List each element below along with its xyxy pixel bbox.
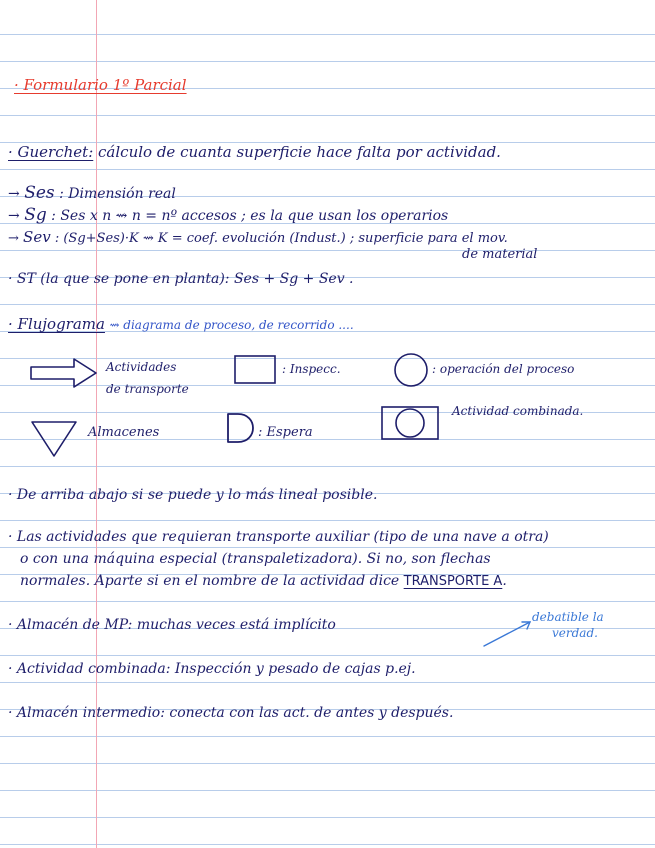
sev-symbol: Sev [23,228,51,246]
transport-label-1: Actividades [106,360,177,374]
ses-arrow: → [8,186,20,202]
guerchet-term: · Guerchet: [8,143,94,161]
inspection-square-icon [234,355,278,385]
guerchet-definition: cálculo de cuanta superficie hace falta por actividad. [98,143,501,161]
note-transport-3-text: normales. Aparte si en el nombre de la actividad dice [20,573,400,589]
transport-label-2: de transporte [106,382,189,396]
wait-label: : Espera [258,425,313,440]
sg-text: : Ses x n ⇝ n = nº accesos ; es la que usan los operarios [51,208,449,224]
combined-activity-icon [381,406,441,442]
ses-text: : Dimensión real [59,186,176,202]
ses-symbol: Ses [24,183,55,203]
note-transport-emphasis: TRANSPORTE A [403,574,503,589]
ses-line [8,184,176,203]
operation-circle-icon [393,352,429,388]
transport-arrow-icon [28,356,98,390]
inspection-label: : Inspecc. [282,362,341,376]
storage-label: Almacenes [88,425,160,440]
sev-continuation: de material [462,247,538,262]
note-almacen-mp: · Almacén de MP: muchas veces está implícito [8,617,336,633]
note-transport-1: · Las actividades que requieran transporte auxiliar (tipo de una nave a otra) [8,529,549,545]
sev-arrow: → [8,231,19,246]
combined-label: Actividad combinada. [452,404,584,418]
flujograma-line [8,315,354,334]
sev-line [8,228,508,248]
wait-d-shape-icon [224,412,258,444]
sg-symbol: Sg [24,205,47,225]
operation-label: : operación del proceso [432,362,575,376]
note-transport-2: o con una máquina especial (transpaletizadora). Si no, son flechas [20,551,491,567]
note-almacen-intermedio: · Almacén intermedio: conecta con las act. de antes y después. [8,705,454,721]
margin-note-1: debatible la [532,610,604,624]
margin-note-arrow-icon [480,618,536,650]
sev-text: : (Sg+Ses)·K ⇝ K = coef. evolución (Indust.) ; superficie para el mov. [54,231,508,246]
note-combined: · Actividad combinada: Inspección y pesado de cajas p.ej. [8,661,416,677]
margin-note-2: verdad. [552,626,598,640]
note-top-down: · De arriba abajo si se puede y lo más lineal posible. [8,487,378,503]
guerchet-line [8,143,501,161]
sg-arrow: → [8,208,20,224]
storage-triangle-icon [30,418,78,460]
sg-line [8,206,448,225]
note-transport-3: normales. Aparte si en el nombre de la actividad dice TRANSPORTE A. [20,573,507,589]
page-title: · Formulario 1º Parcial [14,76,187,94]
st-line: · ST (la que se pone en planta): Ses + Sg + Sev . [8,271,354,287]
flujograma-term: · Flujograma [8,315,105,333]
flujograma-description: ⇝ diagrama de proceso, de recorrido .... [109,318,354,332]
